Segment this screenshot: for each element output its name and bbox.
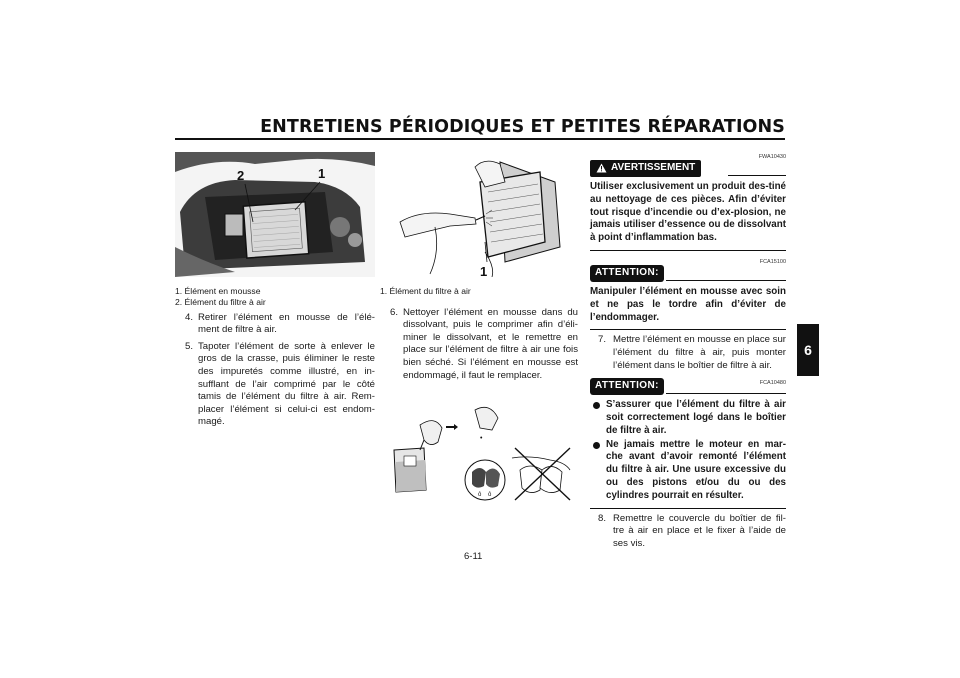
- step-number: 6.: [390, 306, 399, 318]
- step-8: [590, 513, 786, 551]
- bullet-item: [590, 439, 786, 503]
- step-text: Remettre le couvercle du boîtier de fil-tre à air en place et le fixer à l’aide de ses vis.: [613, 512, 786, 549]
- separator: [590, 508, 786, 509]
- bullet-dot-icon: [593, 442, 600, 449]
- bullet-dot-icon: [593, 402, 600, 409]
- step-6: [380, 307, 578, 383]
- step-number: 5.: [185, 340, 194, 352]
- middle-column: [380, 152, 578, 510]
- attention-badge: ATTENTION:: [590, 265, 664, 282]
- air-filter-box-figure: [175, 152, 375, 282]
- attention-header-1: [590, 258, 786, 283]
- page-header-title: ENTRETIENS PÉRIODIQUES ET PETITES RÉPARATIONS: [260, 117, 785, 137]
- warning-triangle-icon: [596, 163, 607, 173]
- foam-cleaning-illustration: [380, 400, 578, 505]
- separator: [590, 329, 786, 330]
- warning-text: Utiliser exclusivement un produit des-tiné au nettoyage de ces pièces. Afin d’éviter tout risque d’incendie ou d’ex-plosion, ne jamais utiliser d’essence ou de dissolvant à point d’inflammation bas.: [590, 181, 786, 244]
- attention-code: FCA15100: [759, 258, 786, 265]
- warning-badge: [590, 160, 701, 177]
- left-column: [175, 152, 375, 429]
- step-number: 7.: [598, 334, 607, 346]
- chapter-tab: 6: [797, 324, 819, 376]
- step-5: [175, 341, 375, 429]
- right-column: [590, 152, 786, 550]
- step-text: Nettoyer l’élément en mousse dans du dissolvant, puis le comprimer afin d’éli-miner le dissolvant, et le remettre en place sur l’élément de filtre à air une fois bien séché. Si l’élément en mousse est endommagé, il faut le remplacer.: [403, 306, 578, 381]
- attention-code: FCA10480: [759, 380, 786, 387]
- figure-captions: [380, 286, 578, 297]
- callout-1: 1: [480, 264, 488, 277]
- caption-item: 1. Élément en mousse: [175, 285, 261, 296]
- air-filter-box-illustration: [175, 152, 375, 277]
- callout-1: 1: [318, 166, 326, 181]
- warning-code: FWA10430: [758, 154, 786, 160]
- step-text: Mettre l’élément en mousse en place sur l’élément du filtre à air, puis monter l’élément dans le boîtier de filtre à air.: [613, 334, 786, 371]
- caption-item: 1. Élément du filtre à air: [380, 285, 471, 296]
- separator: [590, 250, 786, 251]
- attention-badge: ATTENTION:: [590, 378, 664, 395]
- figure-captions: [175, 286, 375, 308]
- warning-label: AVERTISSEMENT: [611, 162, 696, 173]
- step-4: [175, 312, 375, 337]
- warning-rule: [728, 175, 786, 176]
- header-rule: [175, 138, 785, 140]
- svg-text:•: •: [480, 435, 483, 443]
- attention-rule: [666, 280, 786, 281]
- step-7: [590, 334, 786, 372]
- step-text: Tapoter l’élément de sorte à enlever le gros de la crasse, puis éliminer le reste des impuretés comme illustré, en in-sufflant de l’air comprimé par le côté tamis de l’élément du filtre à air. Rem-placer l’élément si celui-ci est endom-magé.: [198, 340, 375, 428]
- bullet-text: Ne jamais mettre le moteur en mar-che avant d’avoir remonté l’élément du filtre à air. Une usure excessive du ou des pistons et/ou du ou des cylindres pourrait en résulter.: [606, 438, 786, 501]
- attention-header-2: [590, 378, 786, 396]
- foam-cleaning-figure: [380, 400, 578, 510]
- caption-item: 2. Élément du filtre à air: [175, 296, 266, 307]
- compressed-air-illustration: [380, 152, 578, 277]
- step-number: 4.: [185, 311, 194, 323]
- attention-rule: [666, 393, 786, 394]
- warning-header: [590, 154, 786, 178]
- bullet-text: S’assurer que l’élément du filtre à air soit correctement logé dans le boîtier de filtre à air.: [606, 399, 786, 436]
- compressed-air-figure: [380, 152, 578, 282]
- step-text: Retirer l’élément en mousse de l’élé-ment de filtre à air.: [198, 311, 375, 336]
- svg-text:ô: ô: [488, 492, 492, 499]
- page-number: 6-11: [464, 551, 483, 562]
- bullet-item: [590, 399, 786, 437]
- attention-text: Manipuler l’élément en mousse avec soin et ne pas le tordre afin d’éviter de l’endommager.: [590, 285, 786, 323]
- svg-text:ô: ô: [478, 492, 482, 499]
- attention-bullets: [590, 399, 786, 502]
- step-number: 8.: [598, 512, 607, 524]
- callout-2: 2: [237, 168, 245, 183]
